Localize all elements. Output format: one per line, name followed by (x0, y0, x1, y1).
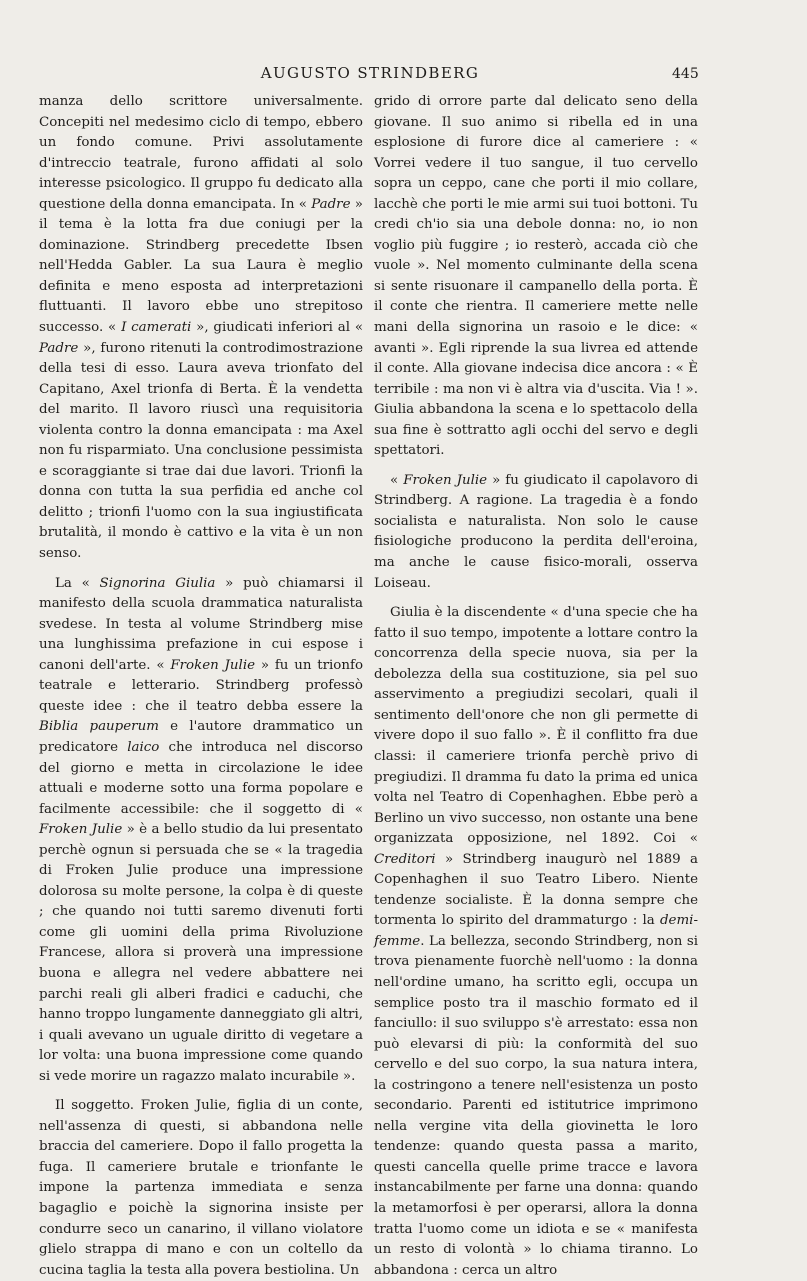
italic-title: Creditori (374, 851, 436, 867)
running-title: AUGUSTO STRINDBERG (260, 64, 480, 82)
italic-title: Biblia pauperum (39, 719, 159, 735)
left-column (39, 92, 363, 1281)
italic-title: Padre (39, 340, 79, 356)
paragraph: La « Signorina Giulia » può chiamarsi il manifesto della scuola drammatica naturalista svedese. In testa al volume Strindberg mise una lunghissima prefazione in cui espose i canoni dell'arte. « Froken Julie » fu un trionfo teatrale e letterario. Strindberg professò queste idee : che il teatro debba essere la Biblia pauperum e l'autore drammatico un predicatore laico che introduca nel discorso del giorno e metta in circolazione le idee attuali e moderne sotto una forma popolare e facilmente accessibile: che il soggetto di « Froken Julie » è a bello studio da lui presentato perchè ognun si persuada che se « la tragedia di Froken Julie produce una impressione dolorosa su molte persone, la colpa è di queste ; che quando noi tutti saremo divenuti forti come gli uomini della prima Rivoluzione Francese, allora si proverà una impressione buona e allegra nel vedere abbattere nei parchi reali gli alberi fradici e caduchi, che hanno troppo lungamente danneggiato gli altri, i quali avevano un uguale diritto di vegetare a lor volta: una buona impressione come quando si vede morire un ragazzo malato incurabile ». (39, 575, 364, 1084)
italic-title: Froken Julie (39, 822, 123, 838)
italic-title: laico (127, 739, 160, 755)
paragraph: Il soggetto. Froken Julie, figlia di un conte, nell'assenza di questi, si abbandona nelle braccia del cameriere. Dopo il fallo progetta la fuga. Il cameriere brutale e trionfante le impone la partenza immediata e senza bagaglio e poichè la signorina insiste per condurre seco un canarino, il villano violatore glielo strappa di mano e con un coltello da cucina taglia la testa alla povera bestiolina. Un (39, 1098, 363, 1278)
italic-title: Signorina Giulia (99, 575, 216, 591)
right-column (374, 92, 698, 1281)
italic-title: Froken Julie (170, 657, 256, 673)
italic-title: Froken Julie (403, 472, 488, 488)
italic-title: I camerati (121, 320, 192, 336)
page-number: 445 (672, 66, 699, 82)
paragraph: manza dello scrittore universalmente. Concepiti nel medesimo ciclo di tempo, ebbero un fondo comune. Privi assolutamente d'intreccio teatrale, furono affidati al solo interesse psicologico. Il gruppo fu dedicato alla questione della donna emancipata. In « Padre » il tema è la lotta fra due coniugi per la dominazione. Strindberg precedette Ibsen nell'Hedda Gabler. La sua Laura è meglio definita e meno esposta ad interpretazioni fluttuanti. Il lavoro ebbe uno strepitoso successo. « I camerati », giudicati inferiori al « Padre », furono ritenuti la controdimostrazione della tesi di esso. Laura aveva trionfato del Capitano, Axel trionfa di Berta. È la vendetta del marito. Il lavoro riuscì una requisitoria violenta contro la donna emancipata : ma Axel non fu risparmiato. Una conclusione pessimista e scoraggiante si trae dai due lavori. Trionfi la donna con tutta la sua perfidia ed anche col delitto ; trionfi l'uomo con la sua ingiustificata brutalità, il mondo è cattivo e la vita è un non senso. (39, 94, 364, 562)
paragraph: grido di orrore parte dal delicato seno della giovane. Il suo animo si ribella ed in una esplosione di furore dice al cameriere : « Vorrei vedere il tuo sangue, il tuo cervello sopra un ceppo, cane che porti il mio collare, lacchè che porti le mie armi sui tuoi bottoni. Tu credi ch'io sia una debole donna: no, io non voglio più fuggire ; io resterò, accada ciò che vuole ». Nel momento culminante della scena si sente risuonare il campanello della porta. È il conte che rientra. Il cameriere mette nelle mani della signorina un rasoio e le dice: « avanti ». Egli riprende la sua livrea ed attende il conte. Alla giovane indecisa dice ancora : « È terribile : ma non vi è altra via d'uscita. Via ! ». Giulia abbandona la scena e lo spettacolo della sua fine è sottratto agli occhi del servo e degli spettatori. (374, 94, 698, 459)
italic-title: Padre (311, 196, 351, 212)
italic-title: demi-femme (374, 913, 698, 949)
paragraph: « Froken Julie » fu giudicato il capolavoro di Strindberg. A ragione. La tragedia è a fondo socialista e naturalista. Non solo le cause fisiologiche producono la perdita dell'eroina, ma anche le cause fisico-morali, osserva Loiseau. (374, 472, 699, 591)
paragraph: Giulia è la discendente « d'una specie che ha fatto il suo tempo, impotente a lottare contro la concorrenza della specie nuova, sia per la debolezza della sua costituzione, sia pel suo asservimento a pregiudizi secolari, quali il sentimento dell'onore che non gli permette di vivere dopo il suo fallo ». È il conflitto fra due classi: il cameriere trionfa perchè privo di pregiudizi. Il dramma fu dato la prima ed unica volta nel Teatro di Copenhaghen. Ebbe però a Berlino un vivo successo, non ostante una bene organizzata opposizione, nel 1892. Coi « Creditori » Strindberg inaugurò nel 1889 a Copenhaghen il suo Teatro Libero. Niente tendenze socialiste. È la donna sempre che tormenta lo spirito del drammaturgo : la demi-femme. La bellezza, secondo Strindberg, non si trova pienamente fuorchè nell'uomo : la donna nell'ordine umano, ha scritto egli, occupa un semplice posto tra il maschio formato ed il fanciullo: il suo sviluppo s'è arrestato: essa non può elevarsi di più: la conformità del suo cervello e del suo corpo, la sua natura intera, la costringono a tenere nell'esistenza un posto secondario. Parenti ed istitutrice imprimono nella vergine vita della giovinetta le loro tendenze: quando questa passa a marito, questi cancella quelle prime tracce e lavora instancabilmente per farne una donna: quando la metamorfosi è per operarsi, allora la donna tratta l'uomo come un idiota e se « manifesta un resto di volontà » lo chiama tiranno. Lo abbandona : cerca un altro (374, 605, 698, 1278)
